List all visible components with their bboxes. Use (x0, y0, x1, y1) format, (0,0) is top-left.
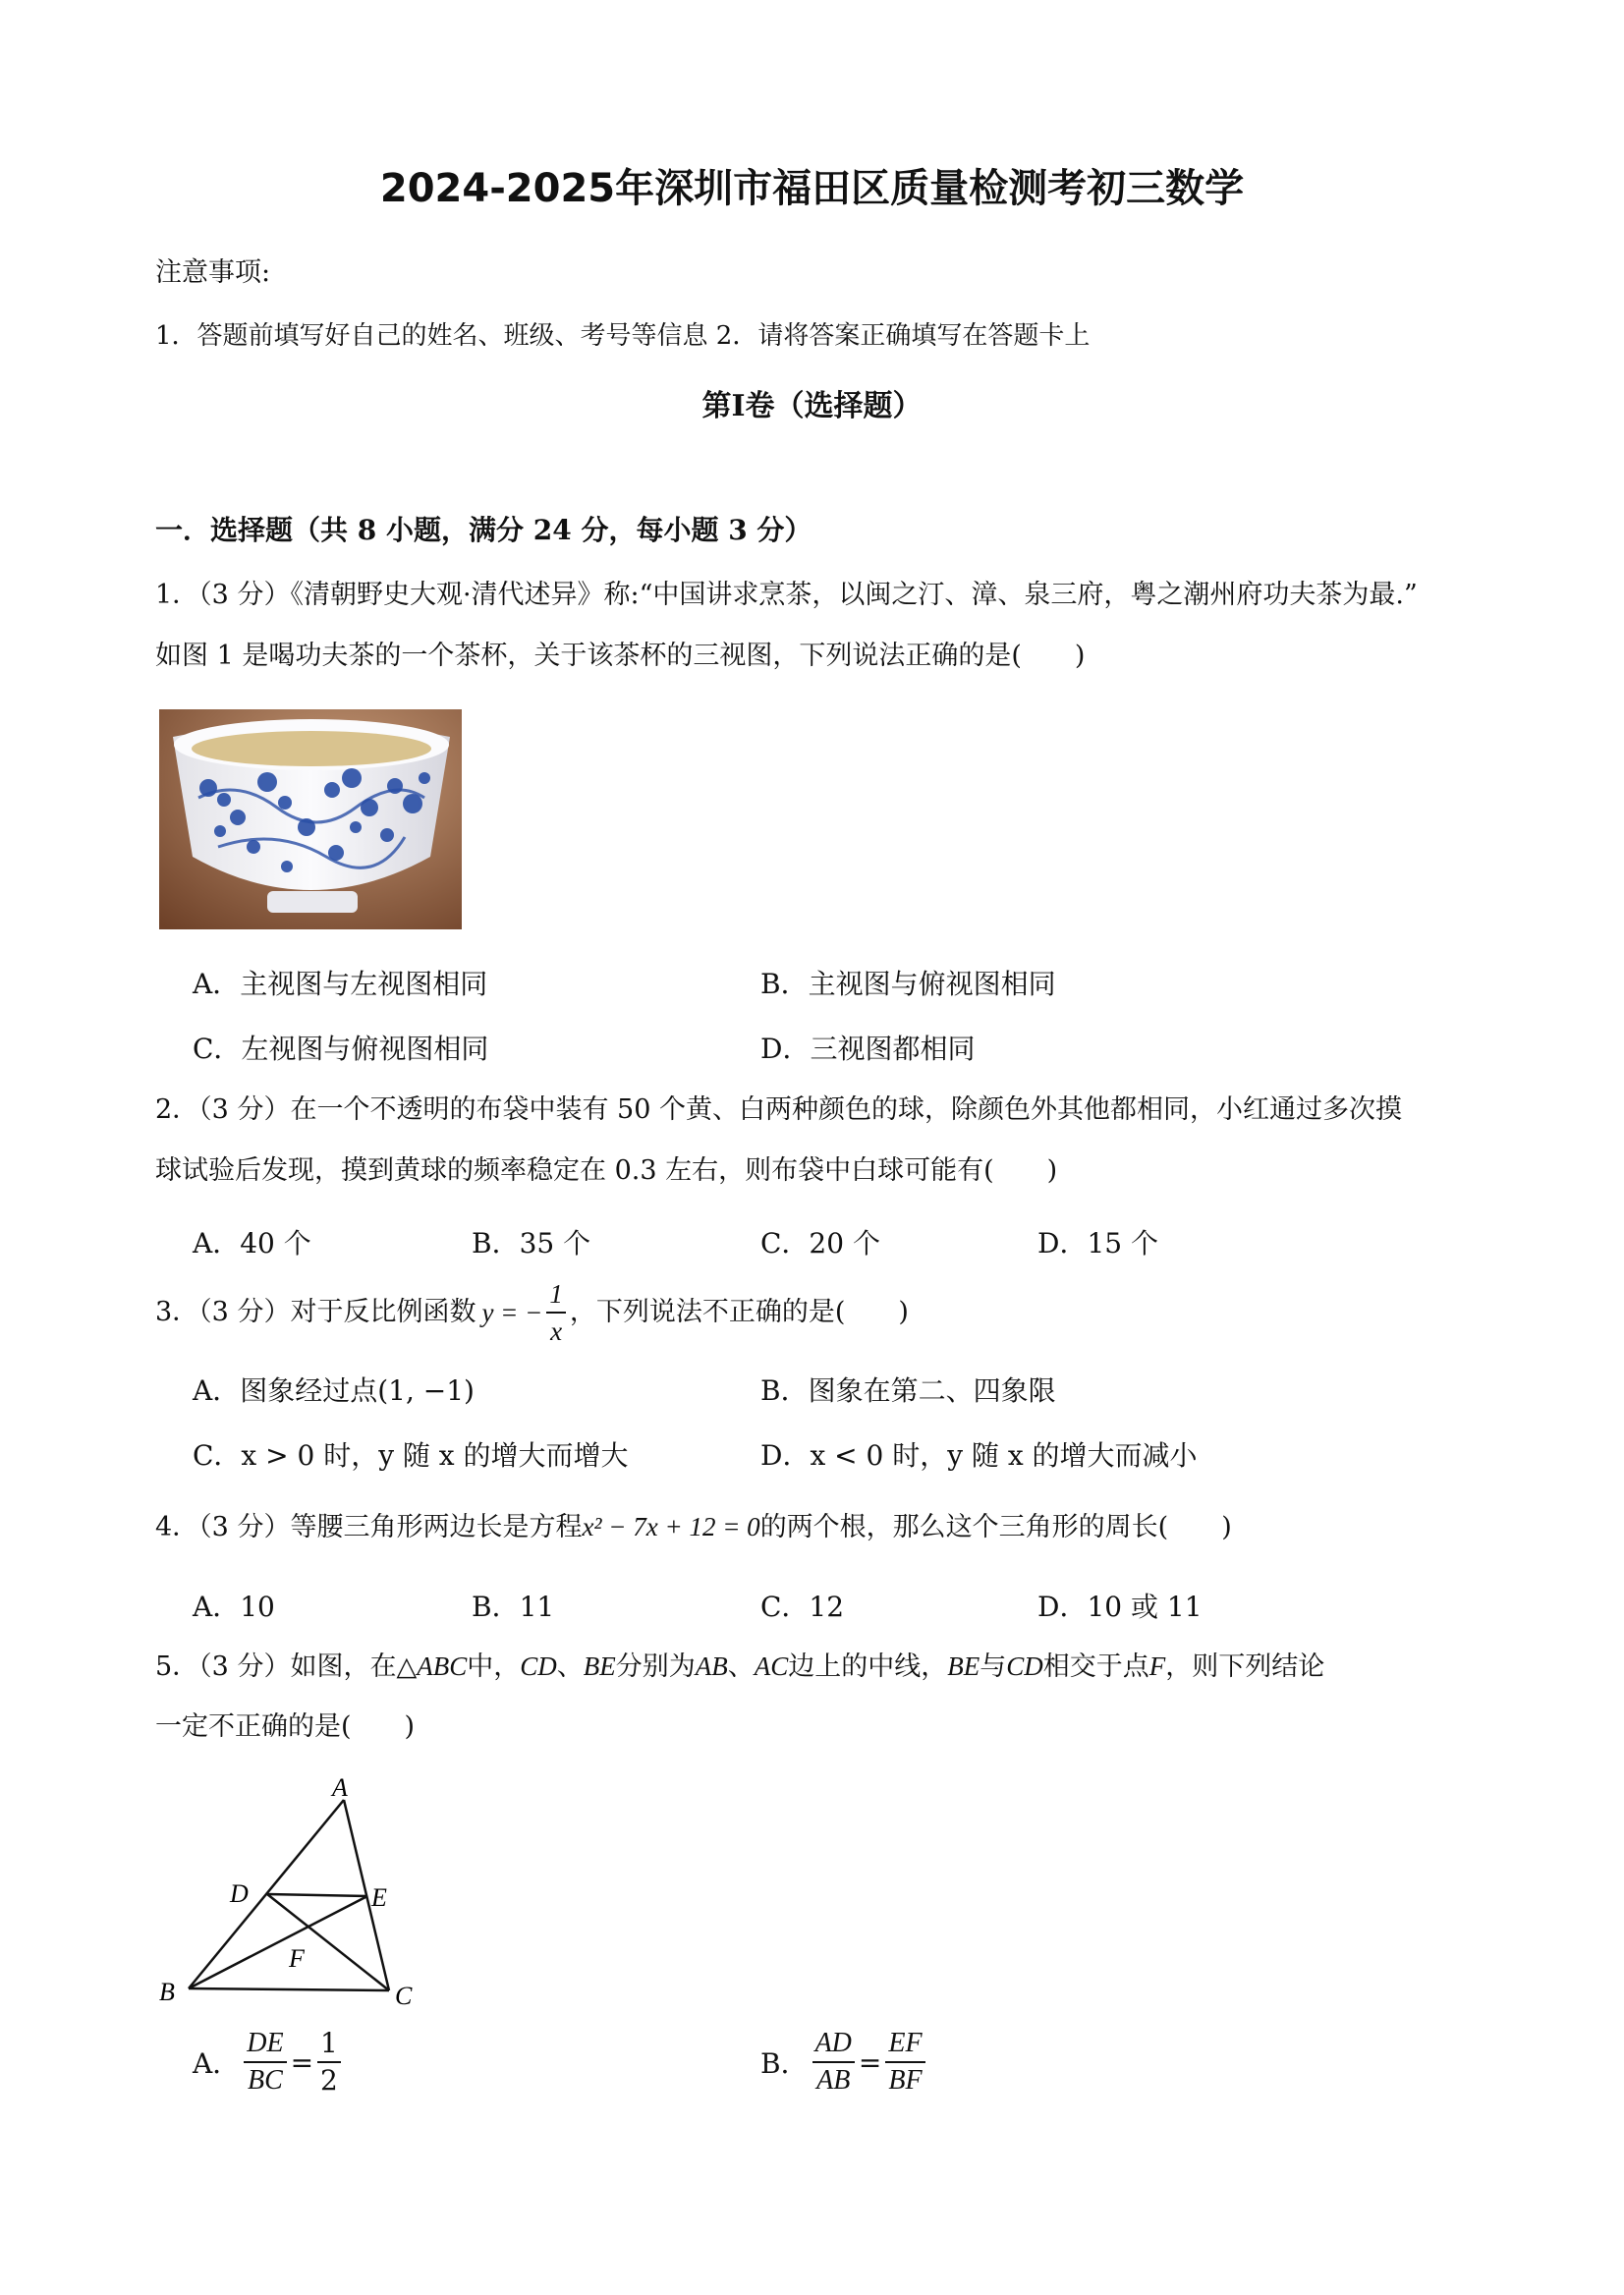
section-title: 第Ⅰ卷（选择题） (701, 389, 923, 423)
q5-option-b-lhs-den: AB (816, 2065, 851, 2096)
q4-equation: x² − 7x + 12 = 0 (582, 1512, 760, 1541)
q5-option-b-lhs-num: AD (812, 2026, 855, 2063)
q2-line2: 球试验后发现，摸到黄球的频率稳定在 0.3 左右，则布袋中白球可能有( ) (155, 1155, 1058, 1186)
q5-option-a (193, 2026, 345, 2099)
q5-option-a-rhs-den: 2 (320, 2064, 338, 2097)
q1-line2: 如图 1 是喝功夫茶的一个茶杯，关于该茶杯的三视图，下列说法正确的是( ) (155, 641, 1086, 671)
q5-option-a-rhs-num: 1 (317, 2026, 341, 2063)
q3-option-c: C．x > 0 时，y 随 x 的增大而增大 (193, 1439, 629, 1472)
q1-option-a: A．主视图与左视图相同 (193, 968, 488, 1000)
q3-prefix: 3．（3 分）对于反比例函数 (155, 1297, 476, 1327)
part-title: 一．选择题（共 8 小题，满分 24 分，每小题 3 分） (155, 514, 812, 546)
segment-be (189, 1896, 367, 1988)
q1-line1: 1．（3 分）《清朝野史大观·清代述异》称:“中国讲求烹茶，以闽之汀、漳、泉三府，粤之潮州府功夫茶为最.” (155, 580, 1418, 610)
label-b: B (159, 1978, 175, 2006)
q5-option-a-lhs-den: BC (248, 2065, 283, 2096)
q5-option-a-lhs-num: DE (244, 2026, 286, 2063)
q5-text-d: 边上的中线， (788, 1651, 948, 1682)
q3-fraction-denominator: x (550, 1316, 563, 1346)
q5-sep1: 、 (556, 1651, 584, 1682)
q5-option-b-rhs-num: EF (885, 2026, 924, 2063)
q4-suffix: 的两个根，那么这个三角形的周长( ) (759, 1512, 1232, 1542)
q5-triangle: △ABC (396, 1651, 468, 1681)
q4-option-b: B．11 (472, 1591, 555, 1623)
q4-option-a: A．10 (193, 1591, 275, 1623)
q3-line (155, 1273, 909, 1352)
q5-option-b-rhs (885, 2026, 924, 2099)
q1-option-d: D．三视图都相同 (760, 1033, 976, 1065)
side-bc (189, 1988, 389, 1990)
q5-option-a-lhs (244, 2026, 286, 2099)
q5-sep2: 、 (727, 1651, 755, 1682)
q1-option-c: C．左视图与俯视图相同 (193, 1033, 489, 1065)
label-f: F (289, 1944, 305, 1973)
q5-text-f: 相交于点 (1042, 1651, 1149, 1682)
q2-option-c: C．20 个 (760, 1227, 880, 1259)
segment-de (267, 1894, 367, 1896)
q3-option-a: A．图象经过点(1, −1) (193, 1374, 475, 1407)
q5-text-b: 中， (467, 1651, 521, 1682)
q5-be: BE (583, 1651, 616, 1681)
q5-option-b-label: B． (760, 2047, 809, 2080)
q2-option-d: D．15 个 (1037, 1227, 1158, 1259)
q5-option-a-label: A． (193, 2047, 241, 2080)
q4-option-c: C．12 (760, 1591, 845, 1623)
q5-option-b (760, 2026, 929, 2099)
q5-option-b-lhs (812, 2026, 855, 2099)
q2-line1: 2．（3 分）在一个不透明的布袋中装有 50 个黄、白两种颜色的球，除颜色外其他都相同，小红通过多次摸 (155, 1094, 1402, 1125)
label-c: C (395, 1982, 413, 2010)
q5-ac: AC (754, 1651, 789, 1681)
q5-be2: BE (947, 1651, 980, 1681)
q5-cd2: CD (1006, 1651, 1043, 1681)
q5-line2: 一定不正确的是( ) (155, 1711, 416, 1742)
q3-option-d: D．x < 0 时，y 随 x 的增大而减小 (760, 1439, 1198, 1472)
q1-option-b: B．主视图与俯视图相同 (760, 968, 1056, 1000)
exam-title: 2024-2025年深圳市福田区质量检测考初三数学 (379, 166, 1245, 211)
q4-prefix: 4．（3 分）等腰三角形两边长是方程 (155, 1512, 583, 1542)
q5-f: F (1148, 1651, 1166, 1681)
q5-text-a: 5．（3 分）如图，在 (155, 1651, 397, 1682)
notice-heading: 注意事项: (155, 257, 271, 288)
teacup-image (159, 709, 462, 929)
q3-function-fraction (546, 1276, 566, 1349)
q5-line1 (155, 1647, 1324, 1687)
q5-option-b-eq: = (858, 2045, 882, 2079)
q5-option-a-eq: = (290, 2045, 314, 2079)
q2-option-b: B．35 个 (472, 1227, 591, 1259)
label-d: D (230, 1879, 249, 1908)
q5-option-b-rhs-den: BF (888, 2065, 923, 2096)
q5-cd: CD (520, 1651, 557, 1681)
q5-option-a-rhs (317, 2026, 341, 2099)
triangle-figure (147, 1768, 442, 2024)
q3-option-b: B．图象在第二、四象限 (760, 1374, 1056, 1407)
label-a: A (332, 1773, 348, 1802)
q5-text-e: 与 (980, 1651, 1007, 1682)
q2-option-a: A．40 个 (193, 1227, 311, 1259)
q5-text-g: ，则下列结论 (1165, 1651, 1325, 1682)
label-e: E (371, 1883, 387, 1912)
notice-items: 1．答题前填写好自己的姓名、班级、考号等信息 2．请将答案正确填写在答题卡上 (155, 321, 1091, 351)
q3-function-lhs: y = − (481, 1298, 543, 1327)
q3-fraction-numerator: 1 (546, 1276, 566, 1314)
q5-ab: AB (695, 1651, 728, 1681)
q4-option-d: D．10 或 11 (1037, 1591, 1203, 1623)
q4-line (155, 1507, 1232, 1547)
q5-text-c: 分别为 (615, 1651, 696, 1682)
q3-suffix: ，下列说法不正确的是( ) (569, 1297, 909, 1327)
